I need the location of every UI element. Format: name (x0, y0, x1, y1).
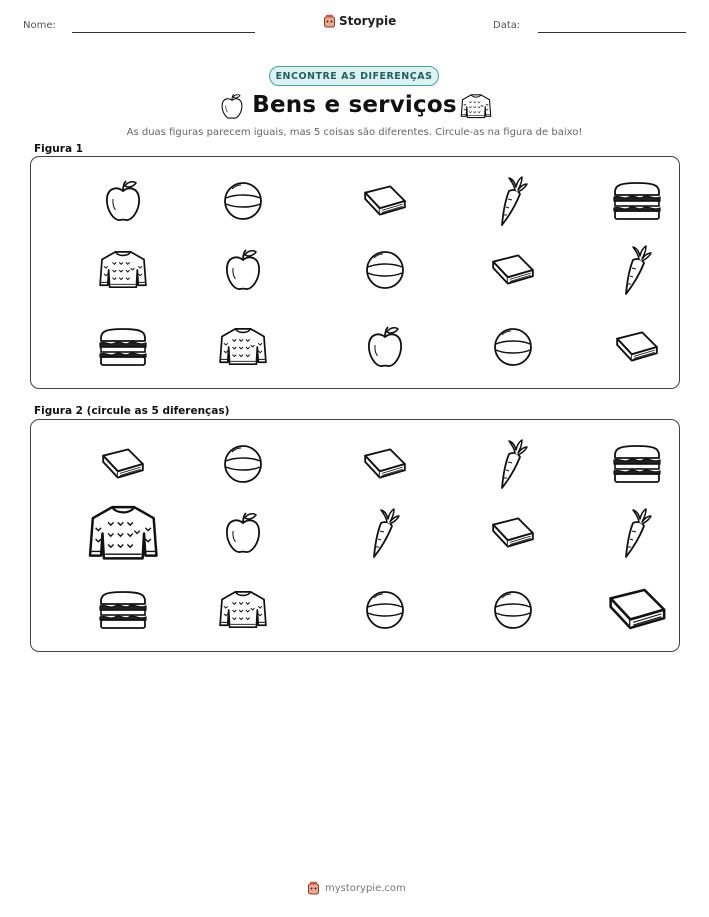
apple-icon (365, 325, 405, 369)
ball-icon[interactable] (223, 444, 263, 484)
ball-icon[interactable] (365, 590, 405, 630)
activity-badge: ENCONTRE AS DIFERENÇAS (269, 66, 439, 86)
name-label: Nome: (23, 20, 56, 31)
book-icon (613, 328, 661, 366)
instructions: As duas figuras parecem iguais, mas 5 coisas são diferentes. Circule-as na figura de baixo! (126, 127, 583, 138)
date-label: Data: (493, 20, 521, 31)
carrot-icon[interactable] (498, 438, 528, 490)
ball-icon (365, 250, 405, 290)
storypie-logo-icon (323, 14, 336, 28)
sandwich-icon[interactable] (98, 589, 148, 631)
sandwich-icon (612, 180, 662, 222)
book-icon[interactable] (99, 445, 147, 483)
figure2-label: Figura 2 (circule as 5 diferenças) (34, 405, 230, 417)
figure1-panel (30, 156, 680, 389)
footer (307, 881, 406, 895)
carrot-icon (622, 244, 652, 296)
sandwich-icon (98, 326, 148, 368)
brand (323, 14, 396, 28)
ball-icon[interactable] (493, 590, 533, 630)
apple-icon (103, 179, 143, 223)
book-icon[interactable] (361, 445, 409, 483)
date-field[interactable] (538, 32, 686, 33)
book-icon[interactable] (489, 514, 537, 552)
apple-icon (223, 248, 263, 292)
sandwich-icon[interactable] (612, 443, 662, 485)
ball-icon (493, 327, 533, 367)
page-title: Bens e serviços (252, 92, 457, 118)
book-icon (361, 182, 409, 220)
sweater-icon (218, 326, 268, 368)
book-icon[interactable] (605, 584, 670, 635)
apple-icon[interactable] (223, 511, 263, 555)
carrot-icon[interactable] (622, 507, 652, 559)
sweater-icon (460, 93, 492, 120)
sweater-icon[interactable] (218, 589, 268, 631)
sweater-icon (98, 249, 148, 291)
brand-name: Storypie (339, 14, 397, 28)
storypie-logo-icon (307, 881, 320, 895)
name-field[interactable] (72, 32, 255, 33)
figure2-panel[interactable] (30, 419, 680, 652)
carrot-icon[interactable] (370, 507, 400, 559)
footer-site[interactable]: mystorypie.com (325, 882, 406, 894)
sweater-icon[interactable] (87, 503, 160, 564)
figure1-label: Figura 1 (34, 143, 83, 155)
apple-icon (219, 93, 245, 120)
ball-icon (223, 181, 263, 221)
carrot-icon (498, 175, 528, 227)
book-icon (489, 251, 537, 289)
